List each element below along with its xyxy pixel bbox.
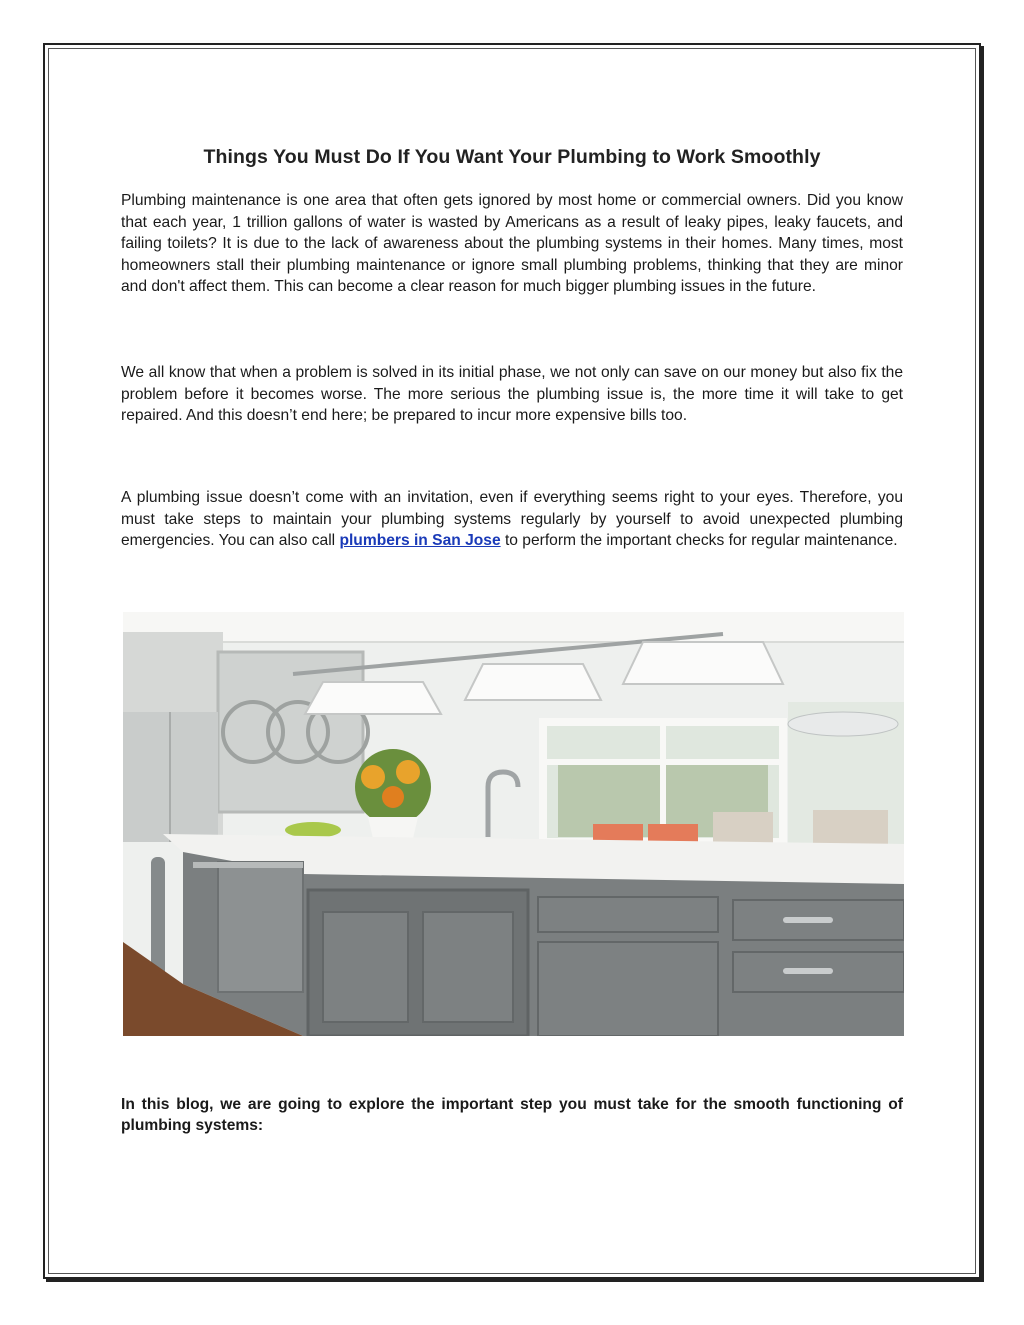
second-paragraph: We all know that when a problem is solved in its initial phase, we not only can save on our money but also fix the problem before it becomes worse. The more serious the plumbing issue is, the more time it will take to get repaired. And this doesn’t end here; be prepared to incur more expensive bills too. [121,364,903,424]
third-paragraph-text-b: to perform the important checks for regular maintenance. [500,532,898,549]
intro-paragraph: Plumbing maintenance is one area that often gets ignored by most home or commercial owners. Did you know that each year, 1 trillion gallons of water is wasted by Americans as a result of leaky pipes, leaky faucets, and failing toilets? It is due to the lack of awareness about the plumbing systems in their homes. Many times, most homeowners stall their plumbing maintenance or ignore small plumbing problems, thinking that they are minor and don't affect them. This can become a clear reason for much bigger plumbing issues in the future. [121,192,903,295]
kitchen-photo [123,612,904,1036]
third-paragraph-text-a: A plumbing issue doesn’t come with an invitation, even if everything seems right to your eyes. Therefore, you must take steps to maintain your plumbing systems regularly by yourself to avoid unexpected plumbing emergencies. You can also call [121,489,903,549]
article-header [121,146,903,187]
third-paragraph [121,487,903,552]
closing-statement: In this blog, we are going to explore the important step you must take for the smooth functioning of plumbing systems: [121,1095,903,1135]
kitchen-illustration [123,612,904,1036]
page-title: Things You Must Do If You Want Your Plumbing to Work Smoothly [203,146,821,168]
plumbers-link[interactable]: plumbers in San Jose [339,532,501,549]
